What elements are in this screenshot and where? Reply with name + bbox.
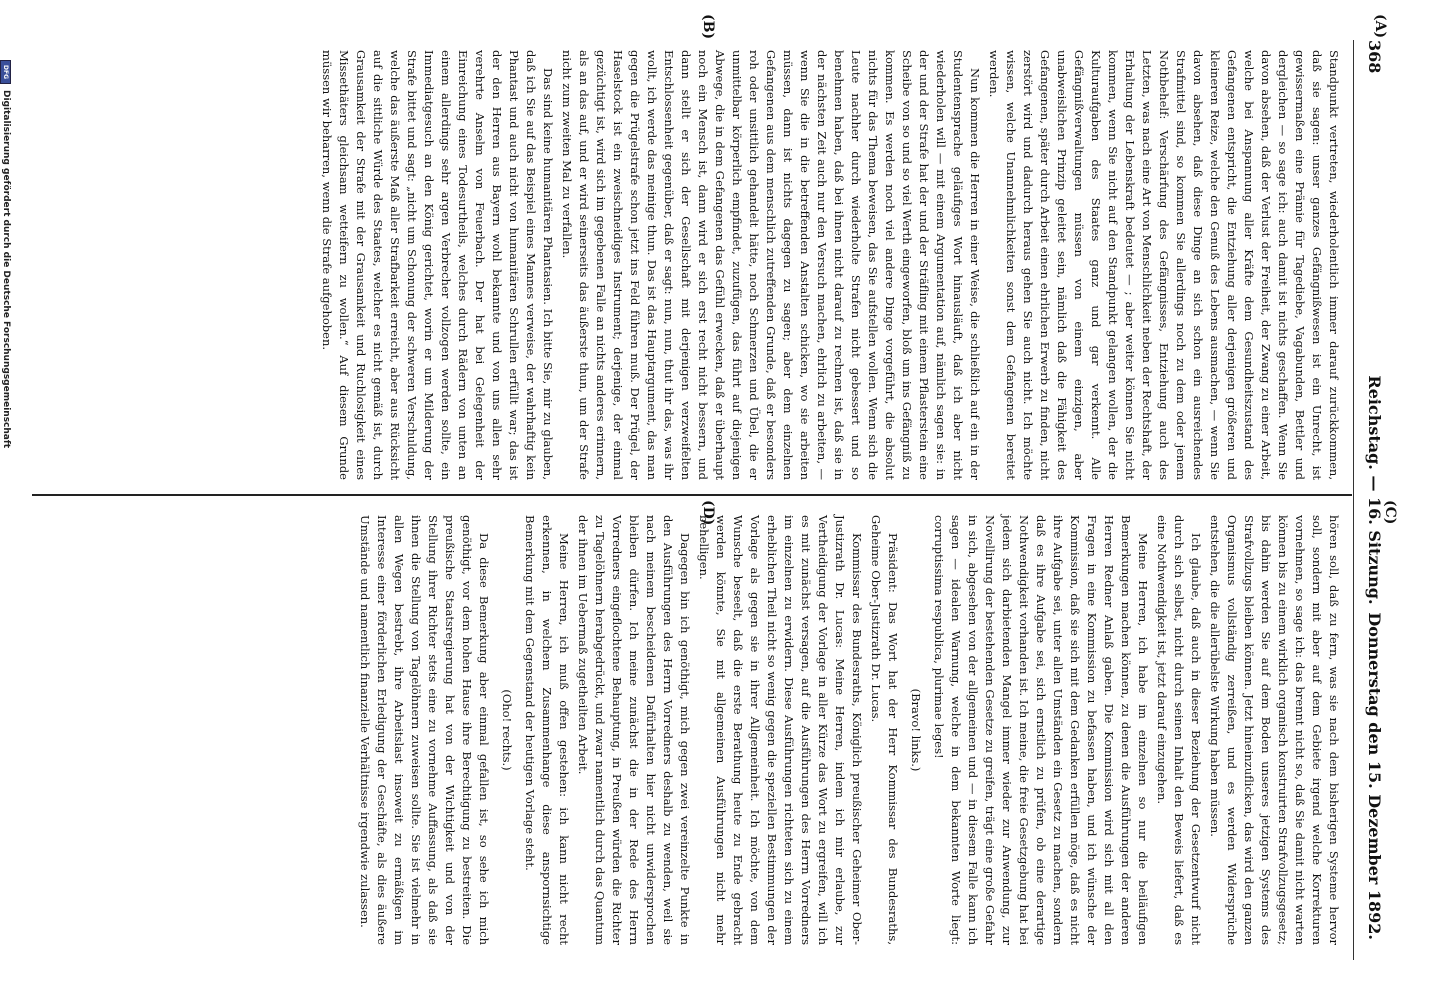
left-paragraph-3: Das sind keine humanitären Phantasien. Ich bitte Sie, mir zu glauben, daß ich Sie auf das Beispiel eines Mannes verweise, der wahrhaftig kein Phantast und auch nicht von humanitären Schrullen erfüllt war; das ist der den Herren aus Bayern wohl bekannte und von uns allen sehr verehrte Anselm von Feuerbach. Der hat bei Gelegenheit der Einreichung eines Todesurtheils, welches durch Rädern von unten an einem allerdings sehr argen Verbrecher vollzogen werden sollte, ein Immediatgesuch an den König gerichtet, worin er um Milderung der Strafe bittet und sagt: „nicht um Schonung der schweren Verschuldung, welche das äußerste Maß aller Strafbarkeit erreicht, aber aus Rücksicht auf die sittliche Würde des Staates, welcher es nicht gemäß ist, durch Grausamkeit der Strafe mit der Grausamkeit und Ruchlosigkeit eines Missethäters gleichsam wetteifern zu wollen.“ Auf diesem Grunde müssen wir beharren, wenn die Strafe aufgehoben. [320,50,555,480]
left-column [316,50,1342,480]
running-title: Reichstag. — 16. Sitzung. [1365,375,1385,605]
page-header [1360,40,1390,940]
right-paragraph-3: Meine Herren, ich habe im einzelnen so nur die beiläufigen Bemerkungen machen können, zu denen die Ausführungen der anderen Herren Redner Anlaß gaben. Die Kommission wird sich mit all den Fragen in eine Kommission zu befassen haben, und ich wünsche der Kommission, daß sie sich mit dem Gedanken erfüllen möge, daß es nicht ihre Aufgabe sei, unter allen Umständen ein Gesetz zu machen, sondern daß es ihre Aufgabe sei, sich ernstlich zu prüfen, ob eine derartige Nothwendigkeit vorhanden ist. Ich meine, die freie Gesetzgebung hat bei jedem sich darbietenden Mangel immer wieder zur Anwendung, zur Novellirung der bestehenden Gesetze zu greifen, trägt eine große Gefahr in sich, abgesehen von der allgemeinen und — in diesem Falle kann ich sagen — idealen Warnung, welche in dem bekannten Worte liegt: corruptissima respublica, plurimae leges! [932,515,1150,945]
page-number: 368 [1365,40,1385,74]
right-column [354,515,1342,945]
margin-letter-c: (C) [1382,500,1398,525]
right-paragraph-7: Dagegen bin ich genöthigt, mich gegen zwei vereinzelte Punkte in den Ausführungen des Herrn Vorredners deshalb zu wenden, weil sie nach meinem bescheidenen Dafürhalten hier nicht unwidersprochen bleiben dürfen. Ich meine zunächst die in der Rede des Herrn Vorredners eingeflochtene Behauptung, in Preußen würden die Richter zu Tagelöhnern herabgedrückt, und zwar namentlich durch das Quantum der ihnen im Uebermaß zugetheilten Arbeit. [576,515,692,945]
president-statement: Präsident: Das Wort hat der Herr Kommissar des Bundesraths, Geheime Ober-Justizrath Dr. Lucas. [869,515,900,945]
right-paragraph-8: Meine Herren, ich muß offen gestehen: ich kann nicht recht erkennen, in welchem Zusammenhange diese anspornsichtige Bemerkung mit dem Gegenstand der heutigen Vorlage steht. [523,515,571,945]
digitization-footer [0,60,12,960]
right-paragraph-2: Ich glaube, daß auch in dieser Beziehung der Gesetzentwurf nicht durch sich selbst, nicht durch seinen Inhalt den Beweis liefert, daß es eine Nothwendigkeit ist, jetzt darauf einzugehen. [1155,515,1203,945]
digitization-note: Digitalisierung gefördert durch die Deutsche Forschungsgemeinschaft [1,90,11,449]
right-paragraph-1: hören soll, daß zu fern, was sie nach dem bisherigen Systeme hervor soll, sondern mit aber auf dem Gebiete irgend welche Korrekturen vornehmen, so sage ich: das brennt nicht so, daß Sie damit nicht warten können bis zu einem wirklich organisch konstruirten Strafvollzugsgesetz; bis dahin werden Sie auf dem Boden unseres jetzigen Systems des Strafvollzugs bleiben können. Jetzt hineinzuflicken, das wird den ganzen Organismus vollständig zerreißen, und es werden Widersprüche entstehen, die die allerübelste Wirkung haben müssen. [1208,515,1341,945]
left-paragraph-2: Nun kommen die Herren in einer Weise, die schließlich auf ein in der Studentensprache geläufiges Wort hinausläuft, daß ich aber nicht wiederholen will — mit einem Argumentation auf, nämlich sagen sie: in der und der Strafe hat der und der Sträfling mit einem Pflasterstein eine Scheibe von so und so viel Werth eingeworfen, bloß um ins Gefängniß zu kommen. Es werden noch viel andere Dinge vorgeführt, die absolut nichts für das Thema beweisen, das Sie aufstellen wollen. Wenn sich die Leute nachher durch wiederholte Strafen nicht gebessert und so benehmen haben, daß bei ihnen nicht darauf zu rechnen ist, daß sie in der nächsten Zeit auch nur den Versuch machen, ehrlich zu arbeiten, — wenn Sie die in die betreffenden Anstalten schicken, wo sie arbeiten müssen, dann ist nichts dagegen zu sagen; aber dem einzelnen Gefangenen aus dem menschlich zutreffenden Grunde, daß er besonders roh oder unsittlich gehandelt hätte, noch Schmerzen und Übel, die er unmittelbar körperlich empfindet, zuzufügen, das führt auf diejenigen Abwege, die in dem Gefangenen das Gefühl erwecken, daß er überhaupt noch ein Mensch ist, dann wird er sich erst recht nicht bessern, und dann stellt er sich der Gesellschaft mit derjenigen verzweifelten Entschlossenheit gegenüber, daß er sagt: nun, nun, thut ihr das, was ihr wollt, ich werde das meinige thun. Das ist das Hauptargument, das man gegen die Prügelstrafe schon jetzt ins Feld führen muß. Der Prügel, der Haselstock ist ein zweischneidiges Instrument; derjenige, der einmal gezüchtigt ist, wird sich im gegebenen Falle an nichts anderes erinnern, als an das auf, und er wird seinerseits das äußerste thun, um der Strafe nicht zum zweiten Mal zu verfallen. [560,50,982,480]
right-paragraph-10: Da diese Bemerkung aber einmal gefallen ist, so sehe ich mich genöthigt, vor dem hohen Hause ihre Berechtigung zu bestreiten. Die preußische Staatsregierung hat von der Wichtigkeit und von der Stellung ihrer Richter stets eine zu vornehme Auffassung, als daß sie ihnen die Stellung von Tagelöhnern zuweisen sollte. Sie ist vielmehr in allen Wegen bestrebt, ihre Arbeitslast insoweit zu ermäßigen im Interesse einer förderlichen Erledigung der Geschäfte, als dies äußere Umstände und namentlich finanzielle Verhältnisse irgendwie zulassen. [358,515,491,945]
session-date: Donnerstag den 15. Dezember 1892. [1365,612,1385,940]
header-rule [1353,40,1354,960]
margin-letter-d: (D) [700,500,716,526]
interjection-oho: (Oho! rechts.) [500,689,514,771]
commissioner-statement: Kommissar des Bundesraths, Königlich preußischer Geheimer Ober-Justizrath Dr. Lucas: Meine Herren, indem ich mir erlaube, zur Vertheidigung der Vorlage in aller Kürze das Wort zu ergreifen, will ich es mit zunächst versagen, auf die Ausführungen des Herrn Vorredners im einzelnen zu erwidern. Diese Ausführungen richteten sich zu einem erheblichen Theil nicht so wenig gegen die speziellen Bestimmungen der Vorlage als gegen sie in ihrer Allgemeinheit. Ich möchte, von dem Wunsche beseelt, daß die erste Berathung heute zu Ende gebracht werden könnte, Sie mit allgemeinen Ausführungen nicht mehr behelligen. [697,515,864,945]
margin-letter-a: (A) [1372,14,1388,39]
column-divider [32,494,1352,496]
left-paragraph-1: Standpunkt vertreten, wiederholentlich immer darauf zurückkommen, daß sie sagen: unser ganzes Gefängnißwesen ist ein Unrecht, ist gewissermaßen eine Prämie für Tagediebe, Vagabunden, Bettler und dergleichen — so sage ich: auch damit ist nichts geschaffen. Wenn Sie davon absehen, daß der Verlust der Freiheit, der Zwang zu einer Arbeit, welche bei Anspannung aller Kräfte dem Gesundheitszustand des Gefangenen entspricht, die Entziehung aller derjenigen größeren und kleineren Reize, welche den Genuß des Lebens ausmachen, — wenn Sie davon absehen, daß diese Dinge an sich schon ein ausreichendes Strafmittel sind, so kommen Sie allerdings noch zu dem oder jenem Nothbehelf: Verschärfung des Gefängnisses, Entziehung auch des Letzten, was nach eine Art von Menschlichkeit neben der Rechtshaft, der Erhaltung der Lebenskraft bedeutet — ; aber weiter können Sie nicht kommen, wenn Sie nicht auf den Standpunkt gelangen wollen, der die Kulturaufgaben des Staates ganz und gar verkennt. Alle Gefängnißverwaltungen müssen von einem einzigen, aber unabweislichen Prinzip geleitet sein, nämlich daß die Fähigkeit des Gefangenen, später durch Arbeit einen ehrlichen Erwerb zu finden, nicht zerstört wird und dadurch heraus gehen Sie auch nicht. Ich möchte wissen, welche Unannehmlichkeiten sonst dem Gefangenen bereitet werden. [987,50,1341,480]
margin-letter-b: (B) [700,14,716,40]
interjection-bravo: (Bravo! links.) [909,688,923,772]
dfg-logo-icon: DFG [1,60,12,84]
